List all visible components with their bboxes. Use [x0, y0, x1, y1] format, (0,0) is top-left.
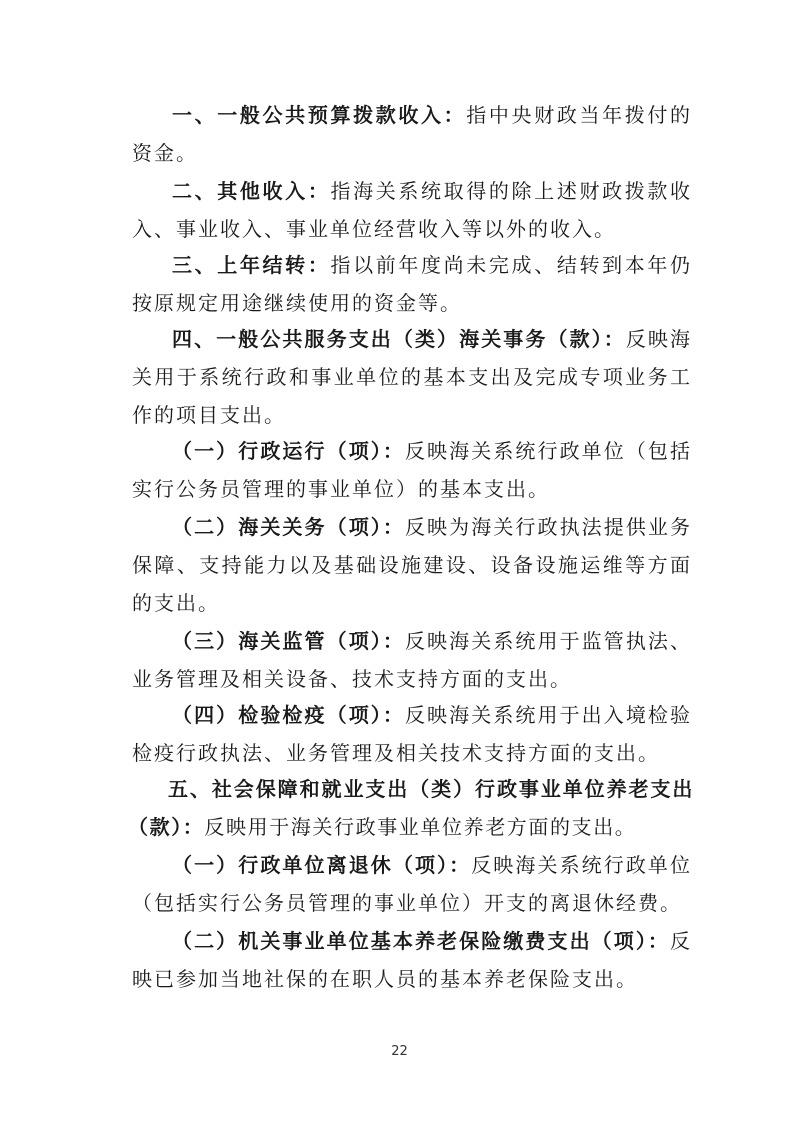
paragraph-9: [128, 770, 694, 846]
text-10: 反映海关系统行政单位（包括实行公务员管理的事业单位）开支的离退休经费。: [132, 853, 693, 915]
paragraph-6: [132, 508, 692, 622]
term-3: 三、上年结转：: [172, 253, 331, 277]
term-2: 二、其他收入：: [172, 179, 331, 203]
paragraph-4: [132, 320, 692, 434]
paragraph-1: [132, 96, 692, 172]
term-6: （二）海关关务（项）：: [172, 515, 405, 539]
term-9: 五、社会保障和就业支出（类）行政事业单位养老支出（款）：: [128, 777, 694, 839]
paragraph-8: [132, 696, 692, 772]
term-7: （三）海关监管（项）：: [172, 629, 405, 653]
text-8: 反映海关系统用于出入境检验检疫行政执法、业务管理及相关技术支持方面的支出。: [132, 703, 693, 765]
paragraph-11: [132, 922, 692, 998]
term-11: （二）机关事业单位基本养老保险缴费支出（项）：: [172, 929, 670, 953]
term-10: （一）行政单位离退休（项）：: [172, 853, 472, 877]
text-2: 指海关系统取得的除上述财政拨款收入、事业收入、事业单位经营收入等以外的收入。: [132, 179, 693, 241]
text-3: 指以前年度尚未完成、结转到本年仍按原规定用途继续使用的资金等。: [132, 253, 693, 315]
text-1: 指中央财政当年拨付的资金。: [132, 103, 693, 165]
term-8: （四）检验检疫（项）：: [172, 703, 405, 727]
text-11: 反映已参加当地社保的在职人员的基本养老保险支出。: [132, 929, 692, 991]
paragraph-3: [132, 246, 692, 322]
text-4: 反映海关用于系统行政和事业单位的基本支出及完成专项业务工作的项目支出。: [132, 327, 693, 427]
term-5: （一）行政运行（项）：: [172, 439, 405, 463]
paragraph-5: [132, 432, 692, 508]
paragraph-2: [132, 172, 692, 248]
paragraph-7: [132, 622, 692, 698]
term-4: 四、一般公共服务支出（类）海关事务（款）：: [172, 327, 626, 351]
text-5: 反映海关系统行政单位（包括实行公务员管理的事业单位）的基本支出。: [132, 439, 693, 501]
text-7: 反映海关系统用于监管执法、业务管理及相关设备、技术支持方面的支出。: [132, 629, 693, 691]
text-6: 反映为海关行政执法提供业务保障、支持能力以及基础设施建设、设备设施运维等方面的支出。: [132, 515, 693, 615]
text-9: 反映用于海关行政事业单位养老方面的支出。: [204, 815, 637, 839]
page-number: 22: [391, 1044, 408, 1059]
term-1: 一、一般公共预算拨款收入：: [172, 103, 467, 127]
paragraph-10: [132, 846, 692, 922]
